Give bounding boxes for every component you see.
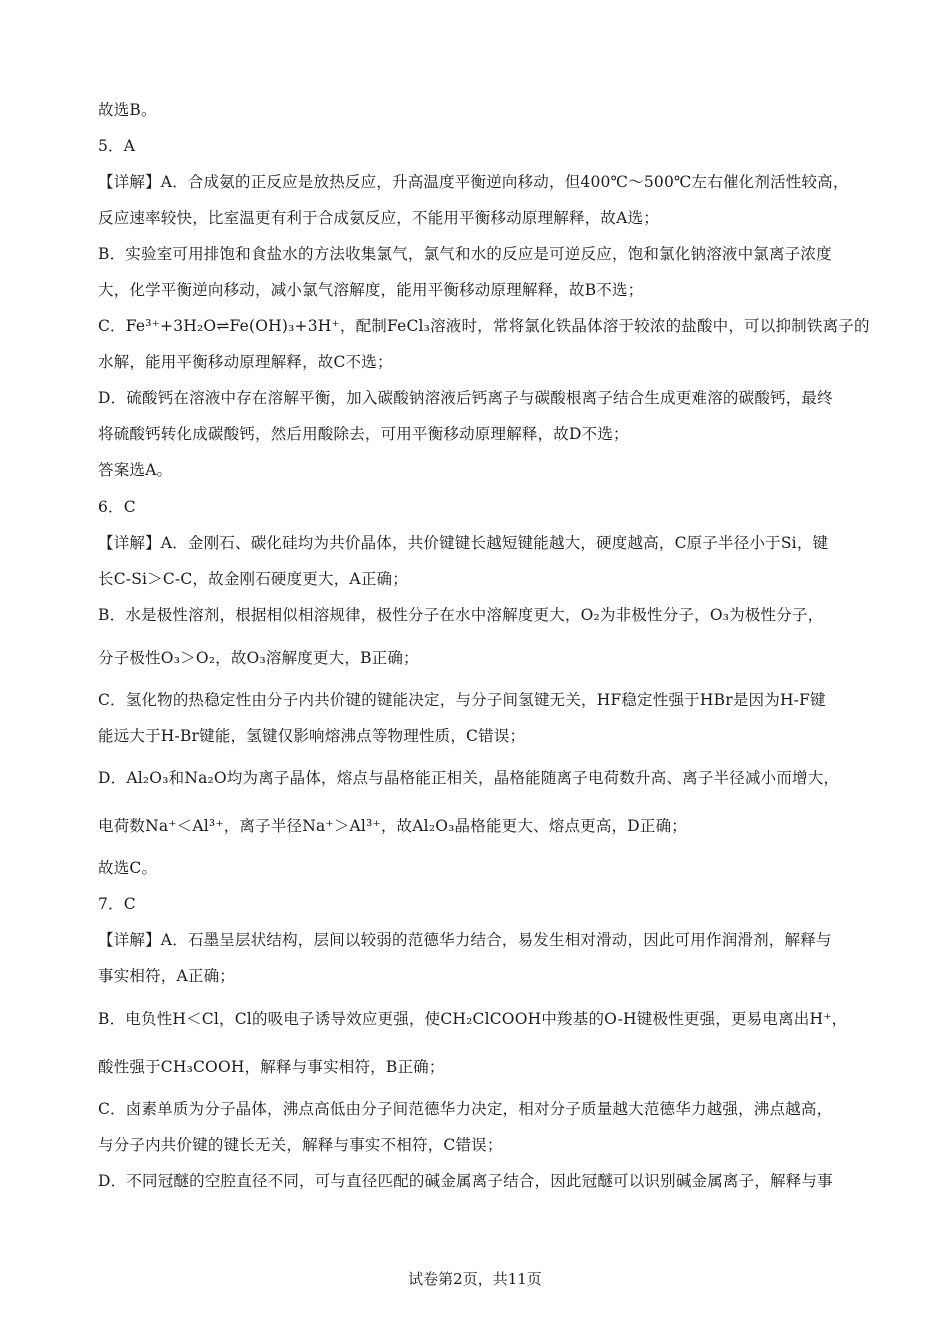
text-line: 电荷数Na⁺＜Al³⁺，离子半径Na⁺＞Al³⁺，故Al₂O₃晶格能更大、熔点更高，D正确； — [98, 817, 687, 835]
text-line: 【详解】A．石墨呈层状结构，层间以较弱的范德华力结合，易发生相对滑动，因此可用作润滑剂，解释与 — [98, 931, 832, 949]
page-footer: 试卷第2页，共11页 — [408, 1270, 542, 1288]
text-line: 长C-Si＞C-C，故金刚石硬度更大，A正确； — [98, 570, 408, 588]
text-line: 分子极性O₃＞O₂，故O₃溶解度更大，B正确； — [98, 649, 419, 667]
text-line: C．卤素单质为分子晶体，沸点高低由分子间范德华力决定，相对分子质量越大范德华力越强，沸点越高， — [98, 1100, 833, 1118]
question-answer: 5．A — [98, 137, 136, 155]
text-line: 能远大于H-Br键能，氢键仅影响熔沸点等物理性质，C错误； — [98, 727, 526, 745]
text-line: 与分子内共价键的键长无关，解释与事实不相符，C错误； — [98, 1136, 503, 1154]
question-answer: 6．C — [98, 498, 136, 516]
text-line: 酸性强于CH₃COOH，解释与事实相符，B正确； — [98, 1058, 445, 1076]
text-line: D．Al₂O₃和Na₂O均为离子晶体，熔点与晶格能正相关，晶格能随离子电荷数升高、离子半径减小而增大， — [98, 769, 840, 787]
text-line: B．实验室可用排饱和食盐水的方法收集氯气，氯气和水的反应是可逆反应，饱和氯化钠溶液中氯离子浓度 — [98, 245, 832, 263]
text-line: 答案选A。 — [98, 461, 173, 479]
text-line: 【详解】A．金刚石、碳化硅均为共价晶体，共价键键长越短键能越大，硬度越高，C原子半径小于Si，键 — [98, 534, 829, 552]
text-line: D．硫酸钙在溶液中存在溶解平衡，加入碳酸钠溶液后钙离子与碳酸根离子结合生成更难溶的碳酸钙，最终 — [98, 389, 833, 407]
text-line: B．水是极性溶剂，根据相似相溶规律，极性分子在水中溶解度更大，O₂为非极性分子，O₃为极性分子， — [98, 606, 824, 624]
text-line: 将硫酸钙转化成碳酸钙，然后用酸除去，可用平衡移动原理解释，故D不选； — [98, 425, 629, 443]
text-line: C．氢化物的热稳定性由分子内共价键的键能决定，与分子间氢键无关，HF稳定性强于HBr是因为H-F键 — [98, 691, 826, 709]
text-line: 事实相符，A正确； — [98, 967, 235, 985]
text-line: 故选B。 — [98, 101, 157, 119]
text-line: 【详解】A．合成氨的正反应是放热反应，升高温度平衡逆向移动，但400℃～500℃左右催化剂活性较高， — [98, 173, 849, 191]
text-line: 水解，能用平衡移动原理解释，故C不选； — [98, 353, 393, 371]
text-line: B．电负性H＜Cl，Cl的吸电子诱导效应更强，使CH₂ClCOOH中羧基的O-H键极性更强，更易电离出H⁺， — [98, 1010, 848, 1028]
text-line: C．Fe³⁺+3H₂O⇌Fe(OH)₃+3H⁺，配制FeCl₃溶液时，常将氯化铁晶体溶于较浓的盐酸中，可以抑制铁离子的 — [98, 317, 870, 335]
question-answer: 7．C — [98, 895, 136, 913]
text-line: 大，化学平衡逆向移动，减小氯气溶解度，能用平衡移动原理解释，故B不选； — [98, 281, 644, 299]
text-line: 反应速率较快，比室温更有利于合成氨反应，不能用平衡移动原理解释，故A选； — [98, 209, 659, 227]
text-line: D．不同冠醚的空腔直径不同，可与直径匹配的碱金属离子结合，因此冠醚可以识别碱金属离子，解释与事 — [98, 1172, 833, 1190]
text-line: 故选C。 — [98, 859, 158, 877]
